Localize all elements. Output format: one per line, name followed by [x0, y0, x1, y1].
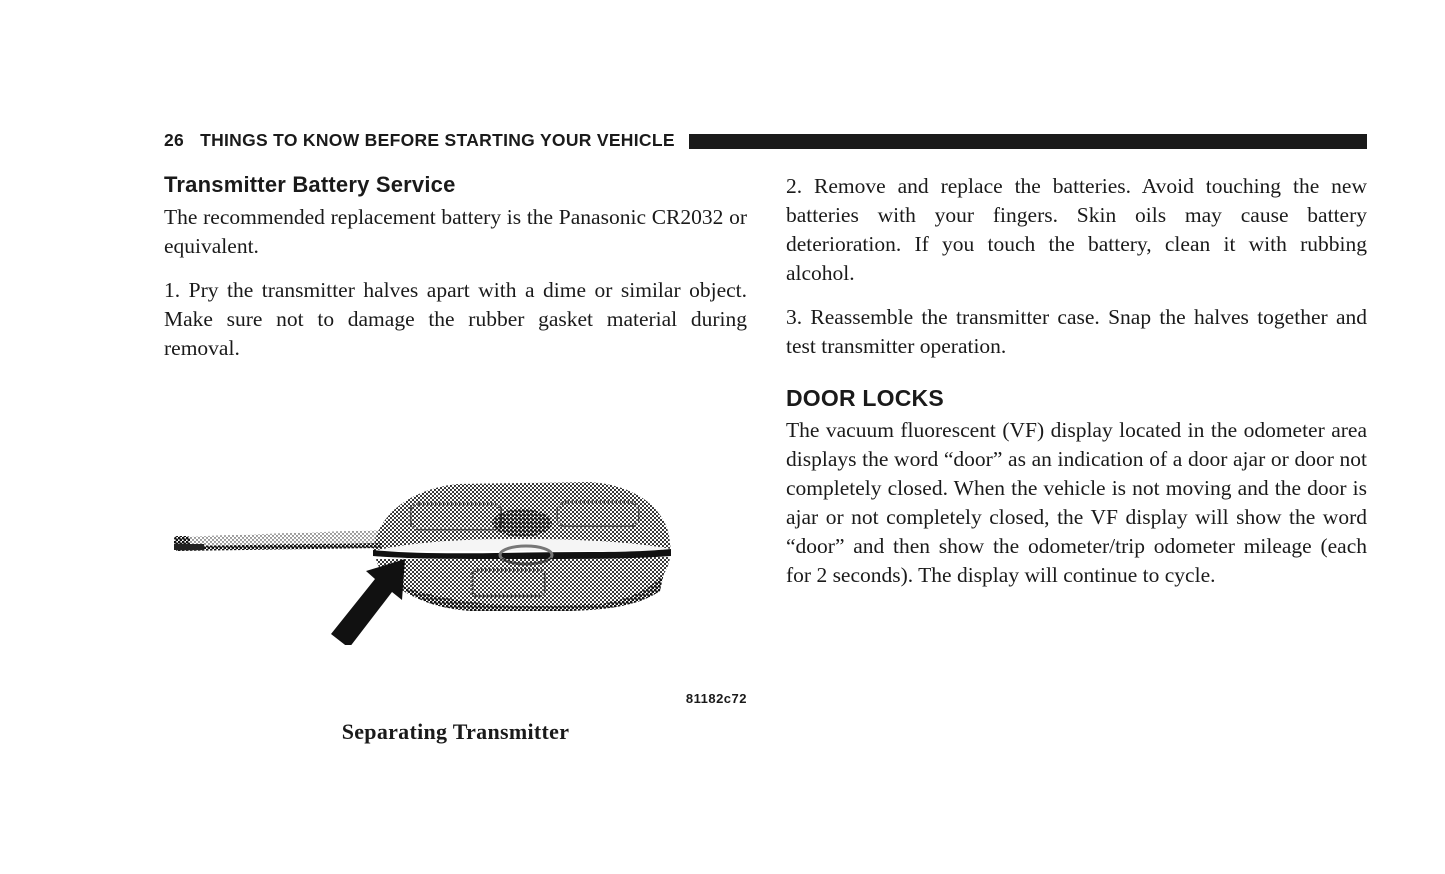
- two-column-layout: [164, 172, 1367, 745]
- figure-separating-transmitter: [164, 473, 747, 745]
- section-heading-door-locks: DOOR LOCKS: [786, 385, 944, 411]
- separation-arrow-icon: [331, 559, 405, 645]
- left-column: [164, 172, 747, 745]
- transmitter-upper-half: [373, 482, 671, 551]
- paragraph-step-1: 1. Pry the transmitter halves apart with a dime or similar object. Make sure not to damage the rubber gasket material during removal.: [164, 278, 747, 360]
- page-header: [164, 130, 1367, 151]
- page-number: 26: [164, 130, 185, 150]
- paragraph-step-2: 2. Remove and replace the batteries. Avoid touching the new batteries with your fingers. Skin oils may cause battery deterioration. If you touch the battery, clean it with rubbing alcohol.: [786, 174, 1367, 285]
- paragraph-door-locks: The vacuum fluorescent (VF) display located in the odometer area displays the word “door” as an indication of a door ajar or door not completely closed. When the vehicle is not moving and the door is ajar or not completely closed, the VF display will show the word “door” and then show the odometer/trip odometer mileage (each for 2 seconds). The display will continue to cycle.: [786, 418, 1367, 587]
- figure-code: 81182c72: [685, 691, 747, 706]
- transmitter-lower-half: [376, 557, 670, 611]
- header-rule-bar: [689, 134, 1367, 149]
- page-content: [164, 130, 1367, 745]
- right-column: [786, 172, 1367, 745]
- header-title: THINGS TO KNOW BEFORE STARTING YOUR VEHICLE: [200, 130, 675, 150]
- transmitter-illustration: [170, 473, 718, 645]
- section-heading-transmitter-battery-service: Transmitter Battery Service: [164, 172, 456, 197]
- paragraph-step-3: 3. Reassemble the transmitter case. Snap the halves together and test transmitter operation.: [786, 305, 1367, 358]
- figure-caption: Separating Transmitter: [341, 719, 570, 744]
- key-blade: [174, 530, 382, 551]
- paragraph-intro: The recommended replacement battery is the Panasonic CR2032 or equivalent.: [164, 205, 747, 258]
